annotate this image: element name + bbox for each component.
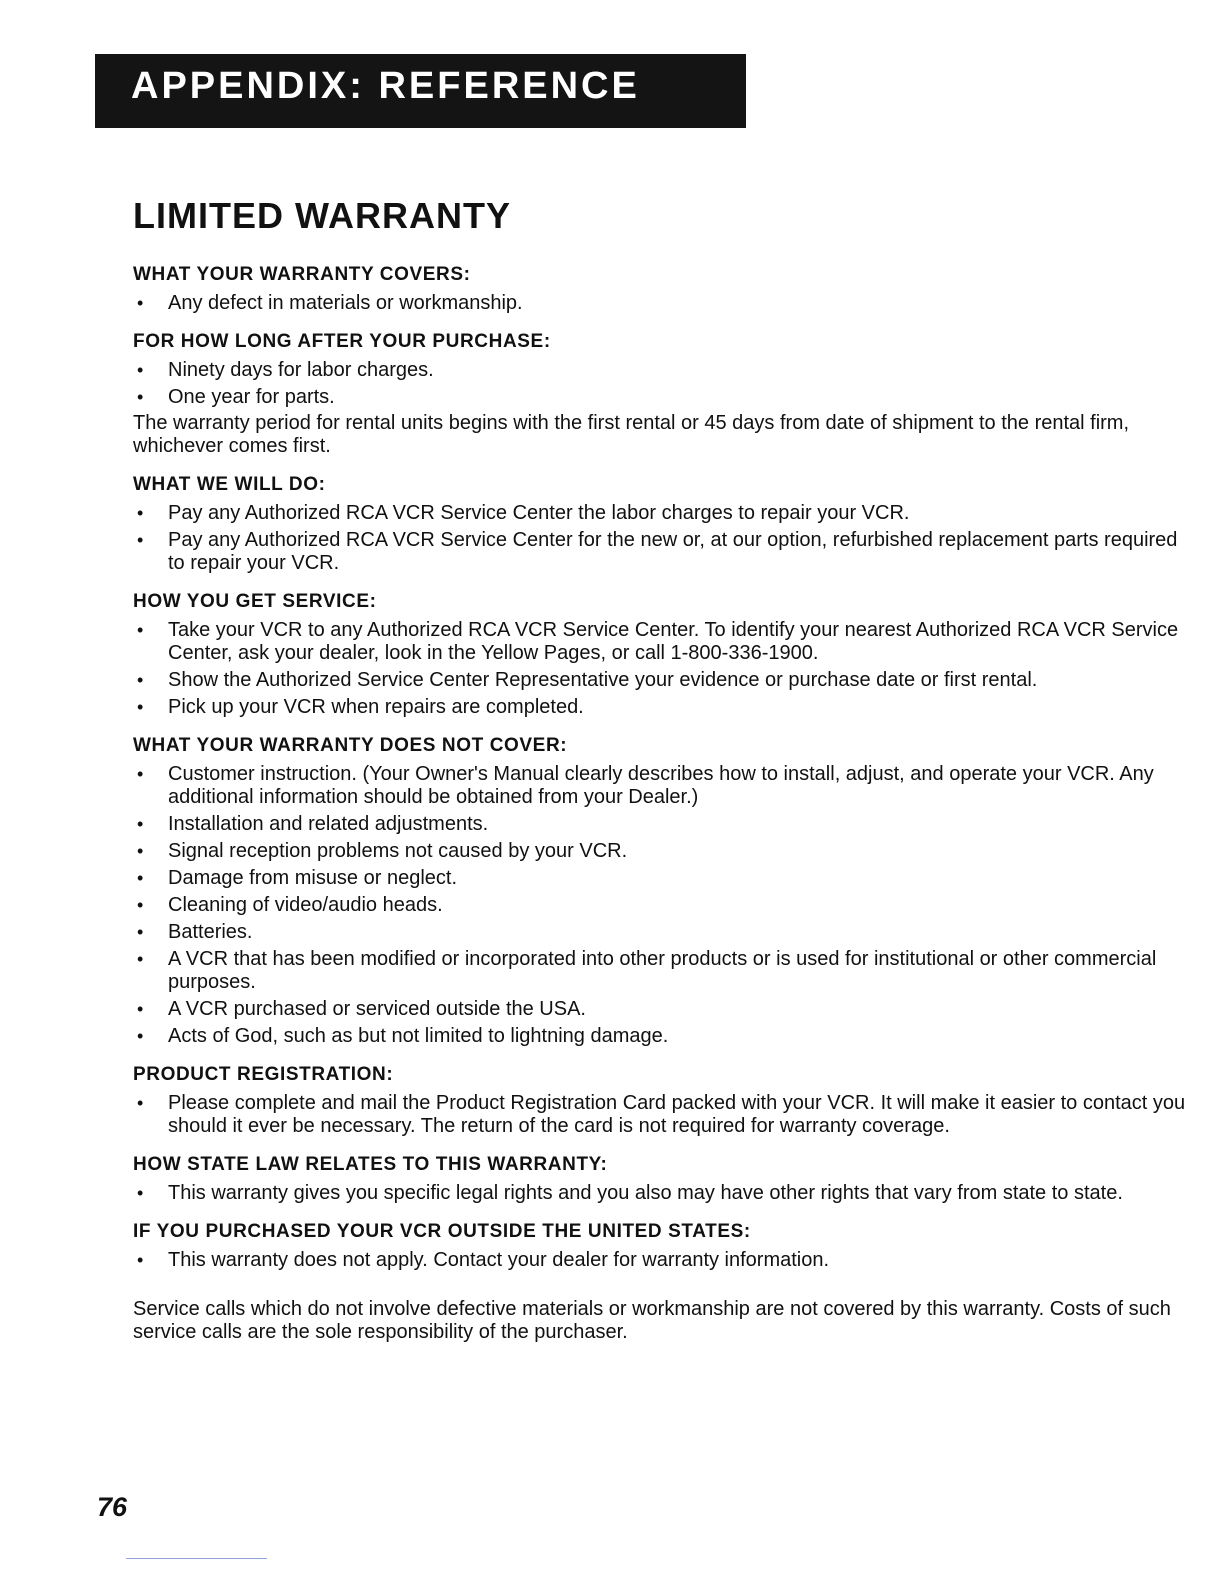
section-heading: WHAT WE WILL DO:	[133, 474, 326, 495]
footer-divider	[126, 1558, 267, 1559]
section-heading: WHAT YOUR WARRANTY COVERS:	[133, 264, 471, 285]
list-item: • Cleaning of video/audio heads.	[133, 894, 1193, 917]
bullet-list	[133, 1182, 1193, 1205]
section-registration	[133, 1062, 1193, 1138]
bullet-list	[133, 1092, 1193, 1138]
section-get-service	[133, 589, 1193, 719]
section-heading: HOW YOU GET SERVICE:	[133, 591, 377, 612]
bullet-list	[133, 292, 1193, 315]
warranty-content	[133, 262, 1193, 1364]
appendix-banner	[95, 54, 746, 128]
list-item: • Any defect in materials or workmanship.	[133, 292, 1193, 315]
section-heading: WHAT YOUR WARRANTY DOES NOT COVER:	[133, 735, 568, 756]
section-heading: PRODUCT REGISTRATION:	[133, 1064, 394, 1085]
list-item: • Ninety days for labor charges.	[133, 359, 1193, 382]
banner-text: APPENDIX: REFERENCE	[131, 65, 640, 107]
section-duration	[133, 329, 1193, 458]
page-number: 76	[97, 1492, 128, 1522]
list-item: • A VCR that has been modified or incorporated into other products or is used for institutional or other commercial purposes.	[133, 948, 1193, 994]
list-item: • This warranty gives you specific legal rights and you also may have other rights that vary from state to state.	[133, 1182, 1193, 1205]
section-heading: IF YOU PURCHASED YOUR VCR OUTSIDE THE UNITED STATES:	[133, 1221, 751, 1242]
section-outside-us	[133, 1219, 1193, 1272]
list-item: • Pay any Authorized RCA VCR Service Center for the new or, at our option, refurbished replacement parts required to repair your VCR.	[133, 529, 1193, 575]
list-item: • Damage from misuse or neglect.	[133, 867, 1193, 890]
list-item: • This warranty does not apply. Contact your dealer for warranty information.	[133, 1249, 1193, 1272]
list-item: • Show the Authorized Service Center Representative your evidence or purchase date or first rental.	[133, 669, 1193, 692]
list-item: • Take your VCR to any Authorized RCA VCR Service Center. To identify your nearest Authorized RCA VCR Service Center, ask your dealer, look in the Yellow Pages, or call 1-800-336-1900.	[133, 619, 1193, 665]
list-item: • Installation and related adjustments.	[133, 813, 1193, 836]
section-heading: FOR HOW LONG AFTER YOUR PURCHASE:	[133, 331, 551, 352]
section-heading: HOW STATE LAW RELATES TO THIS WARRANTY:	[133, 1154, 608, 1175]
list-item: • Pay any Authorized RCA VCR Service Center the labor charges to repair your VCR.	[133, 502, 1193, 525]
list-item: • A VCR purchased or serviced outside the USA.	[133, 998, 1193, 1021]
section-what-we-do	[133, 472, 1193, 575]
list-item: • Pick up your VCR when repairs are completed.	[133, 696, 1193, 719]
bullet-list	[133, 1249, 1193, 1272]
list-item: • One year for parts.	[133, 386, 1193, 409]
bullet-list	[133, 619, 1193, 719]
bullet-list	[133, 359, 1193, 409]
section-not-covered	[133, 733, 1193, 1048]
section-coverage	[133, 262, 1193, 315]
list-item: • Customer instruction. (Your Owner's Manual clearly describes how to install, adjust, and operate your VCR. Any additional information should be obtained from your Dealer.)	[133, 763, 1193, 809]
list-item: • Please complete and mail the Product Registration Card packed with your VCR. It will make it easier to contact you should it ever be necessary. The return of the card is not required for warranty coverage.	[133, 1092, 1193, 1138]
list-item: • Acts of God, such as but not limited to lightning damage.	[133, 1025, 1193, 1048]
list-item: • Batteries.	[133, 921, 1193, 944]
page-title: LIMITED WARRANTY	[133, 195, 511, 236]
bullet-list	[133, 502, 1193, 575]
section-state-law	[133, 1152, 1193, 1205]
rental-period-paragraph: The warranty period for rental units begins with the first rental or 45 days from date of shipment to the rental firm, whichever comes first.	[133, 412, 1130, 457]
bullet-list	[133, 763, 1193, 1048]
list-item: • Signal reception problems not caused by your VCR.	[133, 840, 1193, 863]
closing-paragraph: Service calls which do not involve defective materials or workmanship are not covered by this warranty. Costs of such service calls are the sole responsibility of the purchaser.	[133, 1298, 1171, 1343]
